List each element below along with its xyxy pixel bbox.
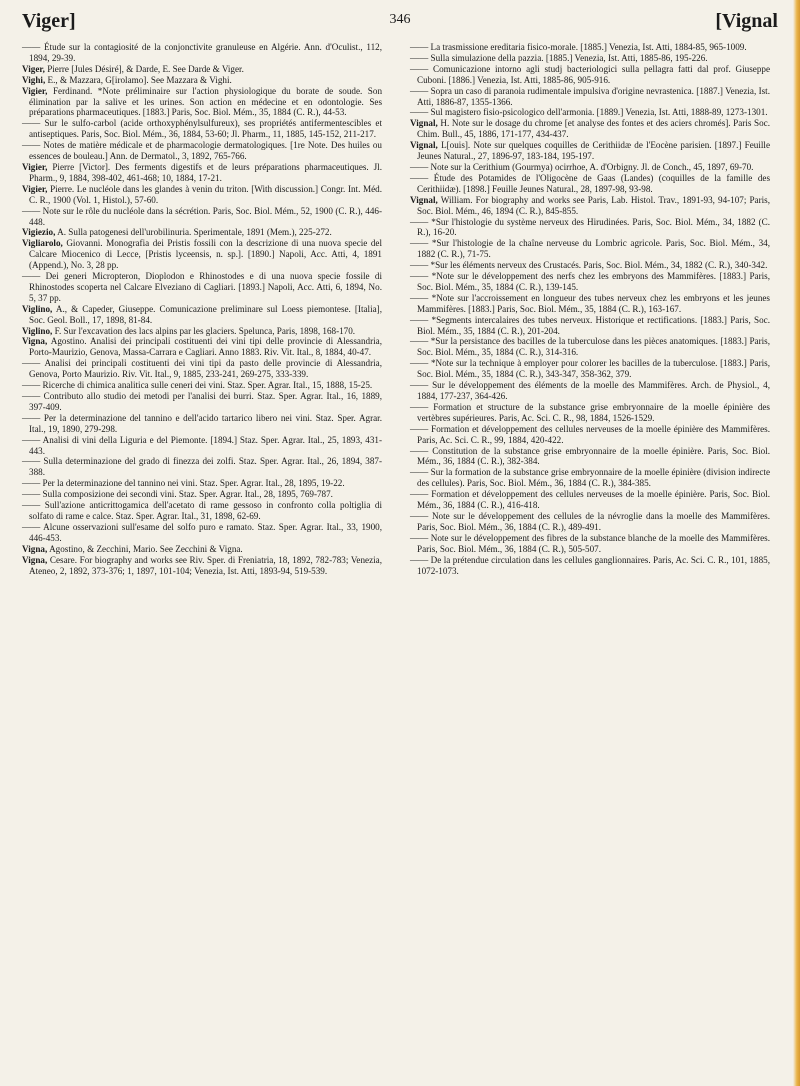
bibliography-entry <box>410 424 770 446</box>
bibliography-entry <box>410 402 770 424</box>
entry-text: —— *Sur l'histologie de la chaîne nerveuse du Lombric agricole. Paris, Soc. Biol. Mém., 34, 1882 (C. R.), 71-75. <box>410 238 770 260</box>
entry-text: Ferdinand. *Note préliminaire sur l'action physiologique du borate de soude. Son élimination par la salive et les urines. Son action en médecine et en odontologie. Ses préparations pharmaceutiques. [1883.] Paris, Soc. Biol. Mém., 35, 1884 (C. R.), 44-53. <box>29 85 383 118</box>
entry-text: —— Note sur le développement des cellules de la névroglie dans la moelle des Mammifères. Paris, Soc. Biol. Mém., 36, 1884 (C. R.), 489-491. <box>410 510 770 532</box>
author-heading: Vigier, <box>22 183 48 194</box>
entry-text: —— Formation et structure de la substance grise embryonnaire de la moelle épinière des vertèbres supérieures. Paris, Ac. Sci. C. R., 98, 1884, 1526-1529. <box>410 401 770 423</box>
bibliography-entry <box>410 162 770 173</box>
author-heading: Vigna, <box>22 543 48 554</box>
bibliography-entry <box>410 293 770 315</box>
bibliography-entry <box>410 533 770 555</box>
entry-text: L[ouis]. Note sur quelques coquilles de Cerithiidæ de l'Eocène parisien. [1897.] Feuille Jeunes Natural., 27, 1896-97, 183-184, 195-197. <box>417 140 770 162</box>
entry-text: —— Sopra un caso di paranoia rudimentale impulsiva d'origine nevrastenica. [1887.] Venezia, Ist. Atti, 1886-87, 1355-1366. <box>410 85 770 107</box>
entry-text: —— *Note sur la technique à employer pour colorer les bacilles de la tuberculose. [1883.] Paris, Soc. Biol. Mém., 35, 1884 (C. R.), 343-347, 358-362, 379. <box>410 358 770 380</box>
author-heading: Vigna, <box>22 554 48 565</box>
bibliography-entry <box>22 271 382 304</box>
entry-text: Cesare. For biography and works see Riv. Sper. di Freniatria, 18, 1892, 782-783; Venezia, Ateneo, 2, 1892, 373-376; 1, 1897, 101-104; Venezia, Ist. Atti, 1893-94, 519-539. <box>29 554 382 576</box>
entry-text: A. Sulla patogenesi dell'urobilinuria. Sperimentale, 1891 (Mem.), 225-272. <box>57 227 332 238</box>
entry-text: —— Sulla determinazione del grado di finezza dei zolfi. Staz. Sper. Agrar. Ital., 26, 1894, 387-388. <box>22 456 382 478</box>
entry-text: —— De la prétendue circulation dans les cellules ganglionnaires. Paris, Ac. Sci. C. R., 101, 1885, 1072-1073. <box>410 554 770 576</box>
bibliography-entry <box>22 336 382 358</box>
entry-text: —— *Segments intercalaires des tubes nerveux. Historique et rectifications. [1883.] Paris, Soc. Biol. Mém., 35, 1884 (C. R.), 201-204. <box>410 314 770 336</box>
author-heading: Viglino, <box>22 325 53 336</box>
entry-text: —— Contributo allo studio dei metodi per l'analisi dei burri. Staz. Sper. Agrar. Ital., 16, 1889, 397-409. <box>22 391 382 412</box>
bibliography-entry <box>410 107 770 118</box>
bibliography-entry <box>410 173 770 195</box>
bibliography-entry <box>410 358 770 380</box>
bibliography-entry <box>22 75 382 86</box>
entry-text: —— Note sur le rôle du nucléole dans la sécrétion. Paris, Soc. Biol. Mém., 52, 1900 (C. R.), 446-448. <box>22 205 382 227</box>
entry-text: —— Formation et développement des cellules nerveuses de la moelle épinière. Paris, Soc. Biol. Mém., 36, 1884 (C. R.), 416-418. <box>410 489 770 511</box>
bibliography-entry <box>410 140 770 162</box>
entry-text: —— Analisi di vini della Liguria e del Piemonte. [1894.] Staz. Sper. Agrar. Ital., 25, 1893, 431-443. <box>22 434 382 456</box>
bibliography-entry <box>410 271 770 293</box>
entry-text: Agostino, & Zecchini, Mario. See Zecchini & Vigna. <box>49 543 243 554</box>
bibliography-entry <box>22 478 382 489</box>
entry-text: —— Sulla simulazione della pazzia. [1885.] Venezia, Ist. Atti, 1885-86, 195-226. <box>410 52 708 63</box>
bibliography-entry <box>22 304 382 326</box>
bibliography-entry <box>410 467 770 489</box>
author-heading: Vignal, <box>410 118 438 129</box>
bibliography-entry <box>22 140 382 162</box>
entry-text: —— *Sur les éléments nerveux des Crustacés. Paris, Soc. Biol. Mém., 34, 1882 (C. R.), 340-342. <box>410 260 768 271</box>
bibliography-entry <box>22 489 382 500</box>
entry-text: —— Per la determinazione del tannino nei vini. Staz. Sper. Agrar. Ital., 28, 1895, 19-22. <box>22 478 345 489</box>
bibliography-entry <box>410 336 770 358</box>
entry-text: Agostino. Analisi dei principali costituenti dei vini tipi delle provincie di Alessandria, Porto-Maurizio, Genova, Massa-Carrara e Cagliari. Anno 1883. Riv. Vit. Ital., 8, 1884, 40-47. <box>29 336 382 358</box>
bibliography-entry <box>410 446 770 468</box>
author-heading: Vigna, <box>22 336 48 347</box>
entry-text: —— *Sur la persistance des bacilles de la tuberculose dans les pièces anatomiques. [1883.] Paris, Soc. Biol. Mém., 35, 1884 (C. R.), 314-316. <box>410 336 770 358</box>
bibliography-entry <box>22 206 382 228</box>
bibliography-entry <box>22 555 382 577</box>
bibliography-entry <box>410 195 770 217</box>
entry-text: A., & Capeder, Giuseppe. Comunicazione preliminare sul Loess piemontese. [Italia], Soc. Geol. Boll., 17, 1898, 81-84. <box>29 303 382 325</box>
entry-text: —— Sul magistero fisio-psicologico dell'armonia. [1889.] Venezia, Ist. Atti, 1888-89, 1273-1301. <box>410 107 768 118</box>
page-edge <box>793 0 800 1086</box>
bibliography-entry <box>22 64 382 75</box>
entry-text: Pierre [Jules Désiré], & Darde, E. See Darde & Viger. <box>47 63 244 74</box>
entry-text: H. Note sur le dosage du chrome [et analyse des fontes et des aciers chromés]. Paris Soc. Chim. Bull., 45, 1886, 171-177, 434-437. <box>417 118 770 140</box>
bibliography-entry <box>22 358 382 380</box>
bibliography-entry <box>410 315 770 337</box>
bibliography-entry <box>410 489 770 511</box>
bibliography-entry <box>22 391 382 413</box>
bibliography-entry <box>22 435 382 457</box>
author-heading: Vigier, <box>22 85 48 96</box>
entry-text: —— Analisi dei principali costituenti dei vini tipi da pasto delle provincie di Alessandria, Genova, Porto Maurizio. Riv. Vit. Ital., 9, 1885, 233-241, 269-275, 333-339. <box>22 358 382 380</box>
bibliography-entry <box>410 118 770 140</box>
bibliography-entry <box>22 118 382 140</box>
entry-text: —— Comunicazione intorno agli studj bacteriologici sulla pellagra fatti dal prof. Giuseppe Cuboni. [1886.] Venezia, Ist. Atti, 1885-86, 905-916. <box>410 63 770 85</box>
bibliography-entry <box>22 544 382 555</box>
entry-text: Pierre. Le nucléole dans les glandes à venin du triton. [With discussion.] Congr. Int. Méd. C. R., 1900 (Vol. 1, Histol.), 57-60. <box>29 183 382 205</box>
bibliography-entry <box>22 380 382 391</box>
entry-text: —— Note sur le développement des fibres de la substance blanche de la moelle des Mammifères. Paris, Soc. Biol. Mém., 36, 1884 (C. R.), 505-507. <box>410 532 770 554</box>
entry-text: —— Sulla composizione dei secondi vini. Staz. Sper. Agrar. Ital., 28, 1895, 769-787. <box>22 489 333 500</box>
author-heading: Vignal, <box>410 140 438 151</box>
header-left-term: Viger] <box>22 10 76 32</box>
author-heading: Viger, <box>22 63 45 74</box>
entry-text: —— Sur le sulfo-carbol (acide orthoxyphénylsulfureux), ses propriétés antifermentescibles et antiseptiques. Paris, Soc. Biol. Mém., 36, 1884, 53-60; Jl. Pharm., 11, 1885, 145-152, 211-217. <box>22 118 382 140</box>
entry-text: F. Sur l'excavation des lacs alpins par les glaciers. Spelunca, Paris, 1898, 168-170. <box>54 325 356 336</box>
entry-text: Pierre [Victor]. Des ferments digestifs et de leurs préparations pharmaceutiques. Jl. Pharm., 9, 1884, 398-402, 461-468; 10, 1884, 17-21. <box>29 161 382 183</box>
entry-text: —— Dei generi Micropteron, Dioplodon e Rhinostodes e di una nuova specie fossile di Rhinostodes scoperta nel Calcare Elveziano di Cagliari. [1893.] Napoli, Acc. Atti, 6, 1894, No. 5, 37 pp. <box>22 271 382 303</box>
author-heading: Vigiezio, <box>22 227 56 238</box>
bibliography-entry <box>410 511 770 533</box>
bibliography-entry <box>410 53 770 64</box>
page-header <box>22 10 778 40</box>
entry-text: —— Sull'azione anticrittogamica dell'acetato di rame gessoso in confronto colla poltiglia di solfato di rame e calce. Staz. Sper. Agrar. Ital., 31, 1898, 62-69. <box>22 500 382 521</box>
page-number: 346 <box>389 12 411 27</box>
bibliography-entry <box>22 162 382 184</box>
entry-text: —— *Sur l'histologie du système nerveux des Hirudinées. Paris, Soc. Biol. Mém., 34, 1882 (C. R.), 16-20. <box>410 216 770 238</box>
bibliography-entry <box>410 238 770 260</box>
bibliography-entry <box>410 64 770 86</box>
entry-text: —— Sur le développement des éléments de la moelle des Mammifères. Arch. de Physiol., 4, 1884, 177-237, 364-426. <box>410 380 770 401</box>
bibliography-entry <box>22 227 382 238</box>
bibliography-entry <box>22 86 382 119</box>
bibliography-entry <box>22 326 382 337</box>
entry-text: —— Note sur la Cerithium (Gourmya) ocirrhoe, A. d'Orbigny. Jl. de Conch., 45, 1897, 69-70. <box>410 161 754 172</box>
entry-text: —— Ricerche di chimica analitica sulle ceneri dei vini. Staz. Sper. Agrar. Ital., 15, 1888, 15-25. <box>22 380 373 391</box>
entry-text: —— *Note sur le développement des nerfs chez les embryons des Mammifères. [1883.] Paris, Soc. Biol. Mém., 35, 1884 (C. R.), 139-145. <box>410 271 770 292</box>
entry-text: —— Constitution de la substance grise embryonnaire de la moelle épinière. Paris, Soc. Biol. Mém., 36, 1884 (C. R.), 382-384. <box>410 445 770 467</box>
author-heading: Vighi, <box>22 74 46 85</box>
bibliography-entry <box>410 86 770 108</box>
bibliography-entry <box>22 522 382 544</box>
bibliography-entry <box>22 500 382 522</box>
bibliography-entry <box>22 42 382 64</box>
author-heading: Viglino, <box>22 303 53 314</box>
entry-text: —— Formation et développement des cellules nerveuses de la moelle épinière des Mammifères. Paris, Ac. Sci. C. R., 99, 1884, 420-422. <box>410 423 770 445</box>
author-heading: Vigier, <box>22 161 48 172</box>
entry-text: —— Per la determinazione del tannino e dell'acido tartarico libero nei vini. Staz. Sper. Agrar. Ital., 19, 1890, 279-298. <box>22 412 382 434</box>
entry-text: —— Sur la formation de la substance grise embryonnaire de la moelle épinière (division indirecte des cellules). Paris, Soc. Biol. Mém., 36, 1884 (C. R.), 384-385. <box>410 467 770 489</box>
bibliography-entry <box>410 380 770 402</box>
bibliography-entry <box>22 184 382 206</box>
left-column <box>22 42 382 576</box>
bibliography-entry <box>410 260 770 271</box>
entry-text: —— Alcune osservazioni sull'esame del solfo puro e ramato. Staz. Sper. Agrar. Ital., 33, 1900, 446-453. <box>22 521 382 543</box>
bibliography-entry <box>410 555 770 577</box>
entry-text: Giovanni. Monografia dei Pristis fossili con la descrizione di una nuova specie del Calcare Miocenico di Lecce, [Pristis lyceensis, n. sp.]. [1890.] Napoli, Acc. Atti, 4, 1891 (Append.), No. 3, 28 pp. <box>29 238 382 271</box>
header-right-term: [Vignal <box>715 10 778 32</box>
entry-text: —— Étude des Potamides de l'Oligocène de Gaas (Landes) (coquilles de la famille des Cerithiidæ). [1898.] Feuille Jeunes Natural., 28, 1897-98, 93-98. <box>410 172 770 194</box>
bibliography-entry <box>22 238 382 271</box>
author-heading: Vigliarolo, <box>22 238 63 249</box>
bibliography-entry <box>410 42 770 53</box>
entry-text: —— La trasmissione ereditaria fisico-morale. [1885.] Venezia, Ist. Atti, 1884-85, 965-1009. <box>410 42 747 52</box>
entry-text: —— Notes de matière médicale et de pharmacologie dermatologiques. [1re Note. Des huiles ou essences de bouleau.] Ann. de Dermatol., 3, 1892, 765-766. <box>22 140 382 162</box>
entry-text: E., & Mazzara, G[irolamo]. See Mazzara & Vighi. <box>47 74 232 85</box>
bibliography-entry <box>410 217 770 239</box>
bibliography-entry <box>22 456 382 478</box>
bibliography-entry <box>22 413 382 435</box>
entry-text: —— Étude sur la contagiosité de la conjonctivite granuleuse en Algérie. Ann. d'Oculist., 112, 1894, 29-39. <box>22 42 382 63</box>
entry-text: —— *Note sur l'accroissement en longueur des tubes nerveux chez les embryons et les jeunes Mammifères. [1883.] Paris, Soc. Biol. Mém., 35, 1884 (C. R.), 163-167. <box>410 292 770 314</box>
author-heading: Vignal, <box>410 194 438 205</box>
entry-text: William. For biography and works see Paris, Lab. Histol. Trav., 1891-93, 94-107; Paris, Soc. Biol. Mém., 46, 1894 (C. R.), 845-855. <box>417 194 770 216</box>
right-column <box>410 42 770 576</box>
